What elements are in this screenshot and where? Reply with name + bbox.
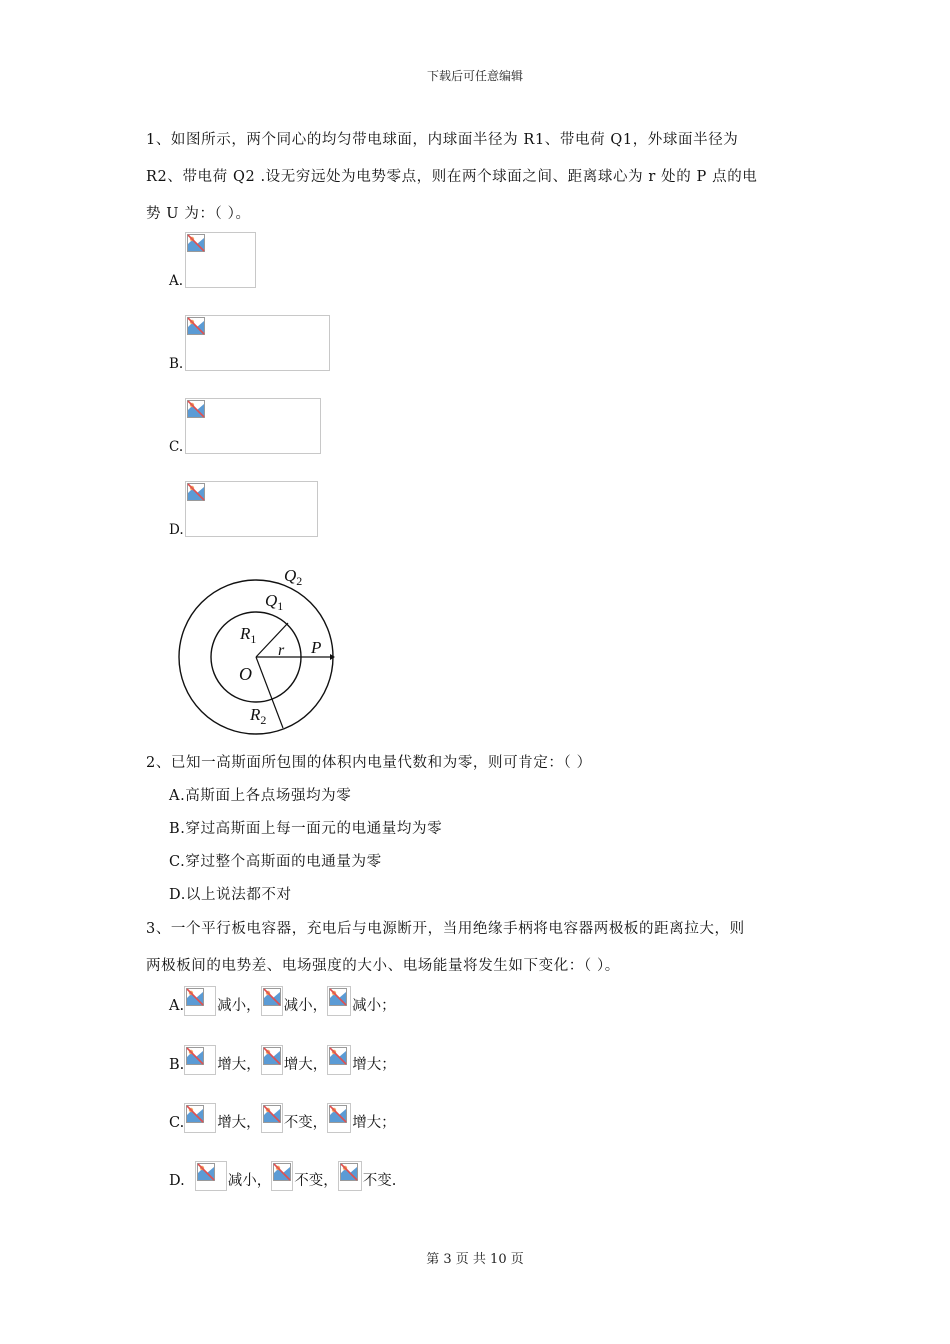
q1-line-3: 势 U 为：（ ）。 [146, 206, 251, 222]
q3-line-1: 3、一个平行板电容器，充电后与电源断开，当用绝缘手柄将电容器两极板的距离拉大，则 [146, 921, 745, 937]
q1-option-b-label: B. [169, 356, 184, 372]
q1-line-2: R2、带电荷 Q2 .设无穷远处为电势零点，则在两个球面之间、距离球心为 r 处的 P 点的电 [146, 169, 758, 185]
q2-stem: 2、已知一高斯面所包围的体积内电量代数和为零，则可肯定：（ ） [146, 755, 592, 771]
broken-image-icon [329, 1047, 347, 1065]
formula-image [261, 1103, 283, 1133]
formula-image [327, 1045, 351, 1075]
formula-image [261, 986, 283, 1016]
q3-option-d [169, 1161, 396, 1191]
q3-option-b-label: B. [169, 1057, 185, 1073]
q2-option-d: D.以上说法都不对 [169, 887, 292, 903]
q3-option-b [169, 1045, 396, 1075]
formula-image [271, 1161, 293, 1191]
label-r: r [278, 642, 285, 659]
q1-option-b-image [185, 315, 330, 371]
q3-option-d-text-2: 不变， [294, 1173, 338, 1189]
q1-option-a-label: A. [169, 273, 184, 289]
q3-option-c-label: C. [169, 1115, 185, 1131]
broken-image-icon [273, 1163, 291, 1181]
formula-image [338, 1161, 362, 1191]
formula-image [184, 986, 216, 1016]
broken-image-icon [187, 483, 205, 501]
formula-image [327, 986, 351, 1016]
q3-option-a-text-1: 减小， [217, 998, 261, 1014]
q3-option-c-text-1: 增大， [217, 1115, 261, 1131]
q1-option-d-label: D. [169, 522, 184, 538]
formula-image [261, 1045, 283, 1075]
broken-image-icon [197, 1163, 215, 1181]
broken-image-icon [329, 988, 347, 1006]
broken-image-icon [263, 1105, 281, 1123]
broken-image-icon [340, 1163, 358, 1181]
q3-option-a [169, 986, 396, 1016]
q3-option-c [169, 1103, 396, 1133]
page-footer: 第 3 页 共 10 页 [426, 1252, 524, 1267]
q3-option-a-text-2: 减小， [283, 998, 328, 1014]
q3-option-b-text-2: 增大， [283, 1057, 328, 1073]
q3-option-c-text-2: 不变， [283, 1115, 328, 1131]
broken-image-icon [187, 234, 205, 252]
q1-option-c-image [185, 398, 321, 454]
concentric-spheres-figure [170, 560, 345, 740]
formula-image [184, 1103, 216, 1133]
page-header: 下载后可任意编辑 [426, 69, 523, 83]
q3-option-c-text-3: 增大； [352, 1115, 396, 1131]
label-r1: $R_1$ [240, 624, 257, 646]
q2-option-b: B.穿过高斯面上每一面元的电通量均为零 [169, 821, 443, 837]
broken-image-icon [186, 1105, 204, 1123]
q3-option-a-label: A. [169, 998, 185, 1014]
broken-image-icon [263, 988, 281, 1006]
q2-option-a: A.高斯面上各点场强均为零 [169, 788, 352, 804]
q2-option-c: C.穿过整个高斯面的电通量为零 [169, 854, 382, 870]
broken-image-icon [329, 1105, 347, 1123]
broken-image-icon [187, 400, 205, 418]
q3-option-d-label: D. [169, 1173, 185, 1189]
q3-option-b-text-1: 增大， [217, 1057, 261, 1073]
formula-image [184, 1045, 216, 1075]
formula-image [327, 1103, 351, 1133]
q3-option-b-text-3: 增大； [352, 1057, 396, 1073]
q1-line-1: 1、如图所示，两个同心的均匀带电球面，内球面半径为 R1、带电荷 Q1，外球面半径为 [146, 132, 739, 148]
broken-image-icon [186, 988, 204, 1006]
label-p: P [311, 638, 322, 657]
label-o: O [239, 664, 252, 684]
formula-image [195, 1161, 227, 1191]
q1-option-a-image [185, 232, 256, 288]
label-q2: $Q_2$ [284, 566, 303, 588]
q3-option-d-text-1: 减小， [227, 1173, 272, 1189]
q3-option-a-text-3: 减小； [352, 998, 396, 1014]
q1-option-d-image [185, 481, 318, 537]
label-q1: $Q_1$ [265, 591, 284, 613]
broken-image-icon [187, 317, 205, 335]
q1-option-c-label: C. [169, 439, 184, 455]
broken-image-icon [263, 1047, 281, 1065]
q3-option-d-text-3: 不变. [362, 1173, 397, 1189]
label-r2: $R_2$ [250, 705, 267, 727]
q3-line-2: 两极板间的电势差、电场强度的大小、电场能量将发生如下变化：（ ）。 [146, 958, 620, 974]
broken-image-icon [186, 1047, 204, 1065]
